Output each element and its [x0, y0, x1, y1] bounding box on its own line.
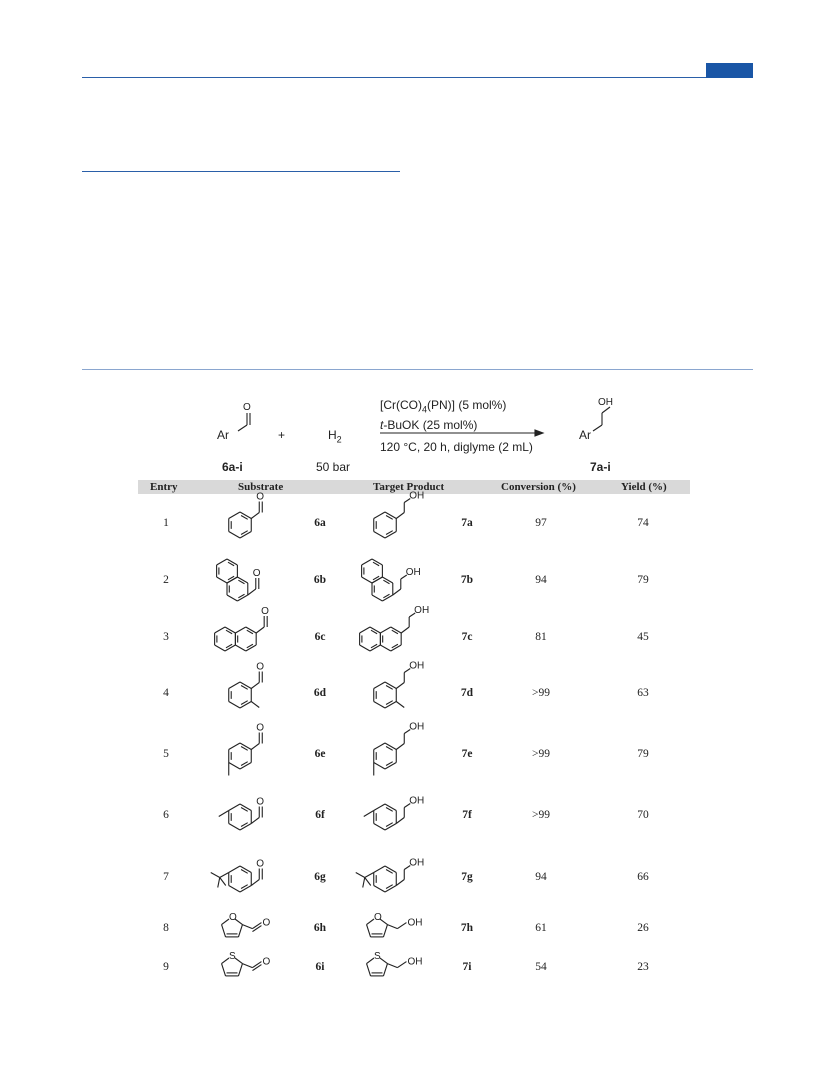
header-substrate: Substrate: [238, 481, 284, 493]
pressure-label: 50 bar: [316, 460, 351, 474]
oxygen-atom: O: [252, 568, 261, 579]
cell-conversion: 81: [535, 631, 547, 643]
header-product: Target Product: [373, 481, 445, 493]
reactant-oxygen: O: [243, 402, 251, 413]
cell-entry: 7: [163, 871, 169, 883]
oxygen-atom: O: [262, 956, 271, 968]
cell-sub-label: 6e: [314, 748, 326, 760]
header-entry: Entry: [150, 481, 178, 493]
cell-sub-label: 6b: [313, 574, 327, 586]
cell-conversion: >99: [532, 687, 550, 699]
cell-conversion: 54: [535, 961, 547, 973]
substrate-structure: [205, 832, 285, 907]
table-top-rule: [82, 369, 753, 370]
cell-entry: 4: [163, 687, 169, 699]
cell-prod-label: 7c: [461, 631, 473, 643]
reactant-label: 6a-i: [222, 460, 243, 474]
reactant-structure: [225, 395, 265, 445]
product-structure: [355, 906, 445, 946]
hydroxyl-group: OH: [409, 660, 425, 672]
oxygen-atom: O: [262, 917, 271, 929]
cell-yield: 45: [637, 631, 649, 643]
hydroxyl-group: OH: [407, 956, 423, 968]
cell-yield: 74: [637, 517, 649, 529]
cell-prod-label: 7a: [461, 517, 473, 529]
product-ar: Ar: [579, 428, 591, 442]
reaction-arrow: [380, 428, 545, 438]
hydroxyl-group: OH: [407, 917, 423, 929]
hydroxyl-group: OH: [414, 605, 430, 616]
substrate-structure: [210, 906, 290, 946]
cell-entry: 1: [163, 517, 169, 529]
hydroxyl-group: OH: [405, 567, 421, 578]
oxygen-atom: O: [256, 722, 265, 734]
cell-conversion: 94: [535, 574, 547, 586]
product-structure: [355, 945, 445, 985]
cell-yield: 23: [637, 961, 649, 973]
cell-yield: 70: [637, 809, 649, 821]
cell-entry: 2: [163, 574, 169, 586]
cell-prod-label: 7h: [460, 922, 474, 934]
cell-conversion: 97: [535, 517, 547, 529]
cell-entry: 5: [163, 748, 169, 760]
sulfur-atom: S: [229, 951, 236, 962]
cell-prod-label: 7g: [461, 871, 473, 883]
cell-yield: 79: [637, 748, 649, 760]
product-hydroxyl: OH: [598, 397, 613, 408]
cell-conversion: 61: [535, 922, 547, 934]
cell-sub-label: 6g: [314, 871, 326, 883]
header-rule: [82, 77, 753, 78]
cell-yield: 26: [637, 922, 649, 934]
cell-sub-label: 6f: [315, 809, 325, 821]
reactant-ar: Ar: [217, 428, 229, 442]
product-structure: [350, 832, 440, 907]
cell-prod-label: 7f: [462, 809, 472, 821]
header-yield: Yield (%): [621, 481, 667, 493]
conditions-temperature: 120 °C, 20 h, diglyme (2 mL): [380, 440, 533, 454]
product-structure: [590, 395, 630, 445]
oxygen-atom: O: [256, 661, 265, 673]
cell-sub-label: 6d: [313, 687, 327, 699]
cell-yield: 79: [637, 574, 649, 586]
plus-sign: +: [278, 428, 286, 442]
cell-entry: 6: [163, 809, 169, 821]
conditions-catalyst: $[Cr(CO)_4(PN)]$ (5 mol%): [380, 398, 507, 415]
oxygen-atom: O: [261, 606, 269, 617]
cell-sub-label: 6c: [314, 631, 326, 643]
cell-yield: 66: [637, 871, 649, 883]
substrate-structure: [210, 945, 290, 985]
cell-sub-label: 6a: [314, 517, 326, 529]
oxygen-atom: O: [256, 796, 265, 808]
cell-conversion: 94: [535, 871, 547, 883]
cell-conversion: >99: [532, 748, 550, 760]
cell-prod-label: 7e: [461, 748, 473, 760]
section-rule: [82, 171, 400, 172]
cell-entry: 9: [163, 961, 169, 973]
cell-sub-label: 6h: [313, 922, 327, 934]
hydroxyl-group: OH: [409, 721, 425, 733]
cell-sub-label: 6i: [315, 961, 325, 973]
cell-conversion: >99: [532, 809, 550, 821]
ring-oxygen: O: [374, 912, 382, 923]
substrate-structure: [205, 592, 295, 667]
cell-yield: 63: [637, 687, 649, 699]
hydroxyl-group: OH: [409, 490, 425, 502]
cell-prod-label: 7i: [462, 961, 472, 973]
oxygen-atom: O: [256, 858, 265, 870]
cell-entry: 8: [163, 922, 169, 934]
header-conversion: Conversion (%): [501, 481, 576, 493]
cell-prod-label: 7b: [460, 574, 474, 586]
cell-entry: 3: [163, 631, 169, 643]
sulfur-atom: S: [374, 951, 381, 962]
page-corner-tab: [706, 63, 753, 78]
conditions-base: t-BuOK (25 mol%): [380, 418, 478, 432]
ring-oxygen: O: [229, 912, 237, 923]
hydroxyl-group: OH: [409, 857, 425, 869]
cell-prod-label: 7d: [460, 687, 474, 699]
hydrogen: $H_2$: [328, 428, 342, 445]
oxygen-atom: O: [256, 491, 265, 503]
hydroxyl-group: OH: [409, 795, 425, 807]
reaction-scheme: [140, 390, 700, 478]
product-structure: [350, 592, 445, 667]
product-label: 7a-i: [590, 460, 611, 474]
